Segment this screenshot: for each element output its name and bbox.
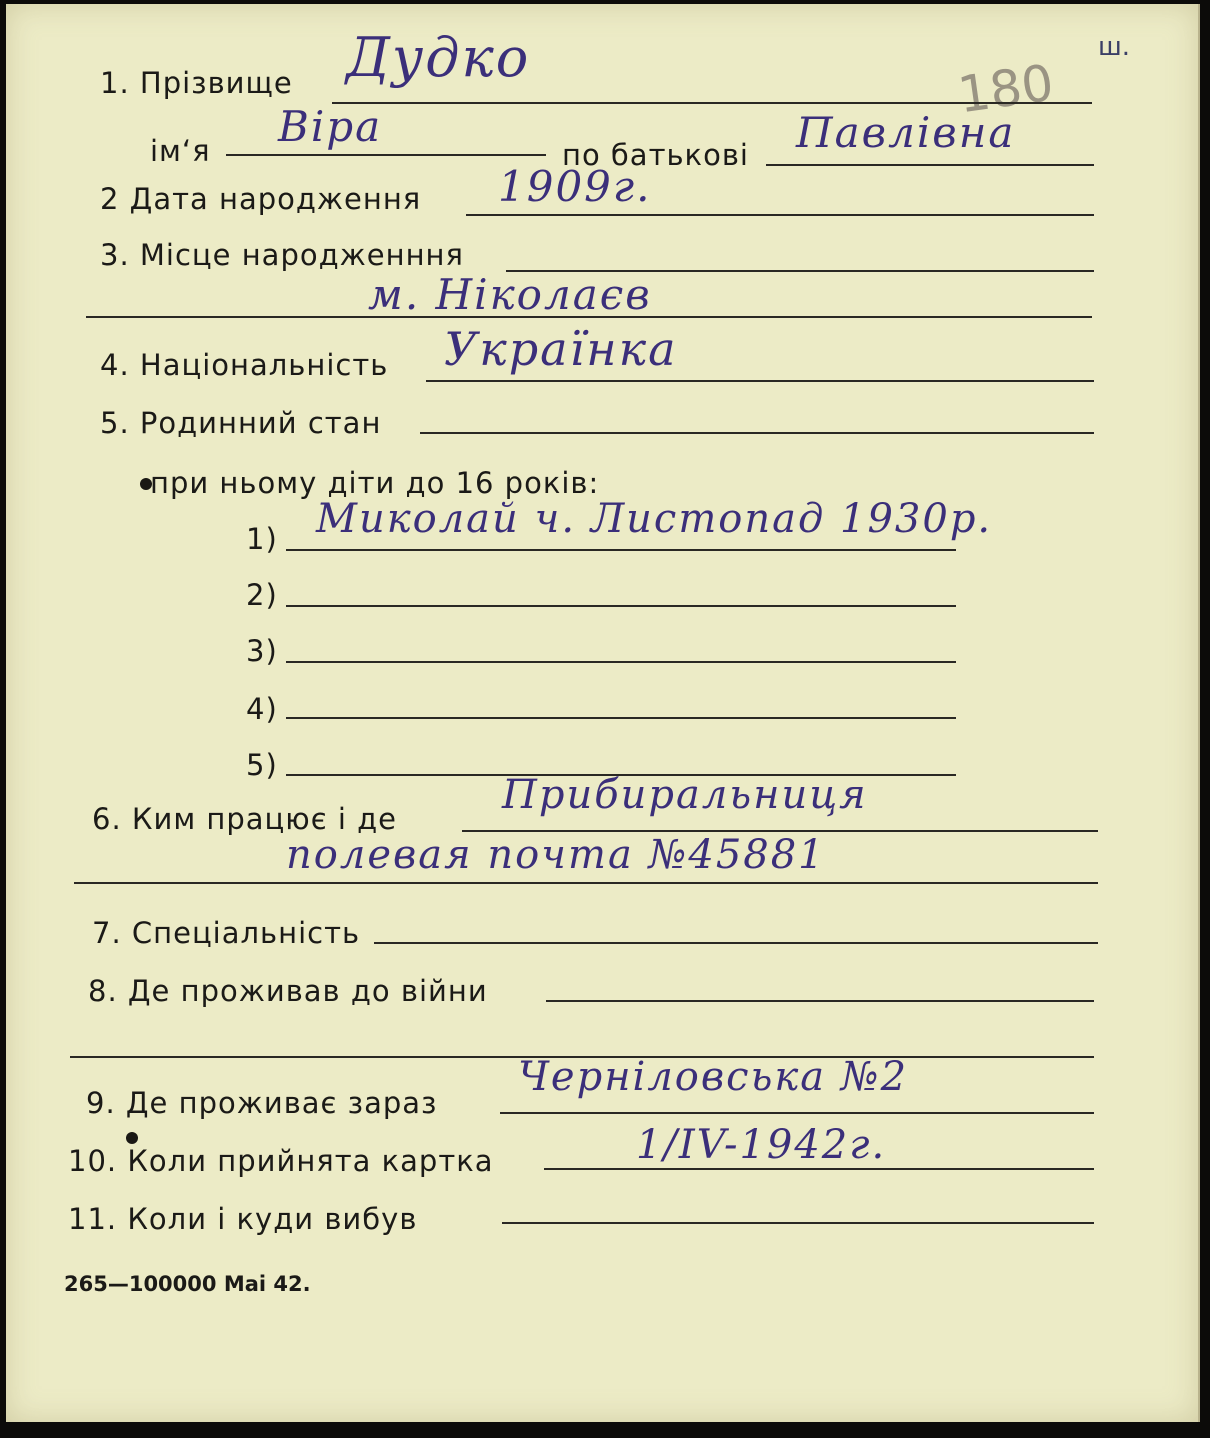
surname-line: [332, 102, 1092, 104]
work-line-2: [74, 882, 1098, 884]
patronymic-value: Павлівна: [796, 108, 1016, 157]
work-place-value: полевая почта №45881: [286, 832, 826, 878]
birth-date-value: 1909г.: [498, 162, 652, 211]
child-number-3: 3): [246, 634, 278, 668]
child-line-2: [286, 605, 956, 607]
card-date-line: [544, 1168, 1094, 1170]
departure-label: 11. Коли і куди вибув: [68, 1202, 418, 1236]
birth-date-label: 2 Дата народження: [100, 182, 422, 216]
child-1-value: Миколай ч. Листопад 1930р.: [316, 496, 993, 542]
child-line-3: [286, 661, 956, 663]
punch-hole-2: [126, 1132, 138, 1144]
archive-number: 180: [954, 53, 1058, 125]
first-name-label: ім‘я: [150, 134, 211, 168]
child-number-5: 5): [246, 748, 278, 782]
current-residence-label: 9. Де проживає зараз: [86, 1086, 438, 1120]
registration-card: [6, 4, 1200, 1422]
speciality-label: 7. Спеціальність: [92, 916, 361, 950]
corner-mark: ш.: [1098, 32, 1131, 62]
first-name-line: [226, 154, 546, 156]
work-label: 6. Ким працює і де: [92, 802, 398, 836]
patronymic-label: по батькові: [562, 138, 749, 172]
print-info: 265—100000 Mai 42.: [64, 1272, 311, 1296]
nationality-value: Українка: [444, 322, 678, 376]
child-number-2: 2): [246, 578, 278, 612]
departure-line: [502, 1222, 1094, 1224]
current-residence-line: [500, 1112, 1094, 1114]
family-status-label: 5. Родинний стан: [100, 406, 382, 440]
birth-place-label: 3. Місце народженння: [100, 238, 464, 272]
patronymic-line: [766, 164, 1094, 166]
current-residence-value: Черніловська №2: [518, 1054, 909, 1100]
nationality-line: [426, 380, 1094, 382]
first-name-value: Віра: [278, 102, 383, 151]
prewar-residence-label: 8. Де проживав до війни: [88, 974, 488, 1008]
child-line-4: [286, 717, 956, 719]
prewar-residence-line: [546, 1000, 1094, 1002]
speciality-line: [374, 942, 1098, 944]
birth-place-value: м. Ніколаєв: [368, 270, 652, 319]
surname-label: 1. Прізвище: [100, 66, 293, 100]
birth-date-line: [466, 214, 1094, 216]
child-line-1: [286, 549, 956, 551]
card-date-value: 1/IV-1942г.: [636, 1122, 887, 1168]
card-date-label: 10. Коли прийнята картка: [68, 1144, 494, 1178]
family-status-line: [420, 432, 1094, 434]
surname-value: Дудко: [346, 26, 531, 89]
child-number-4: 4): [246, 692, 278, 726]
nationality-label: 4. Національність: [100, 348, 389, 382]
child-number-1: 1): [246, 522, 278, 556]
children-label: при ньому діти до 16 років:: [150, 466, 600, 500]
work-value: Прибиральниця: [502, 772, 868, 818]
